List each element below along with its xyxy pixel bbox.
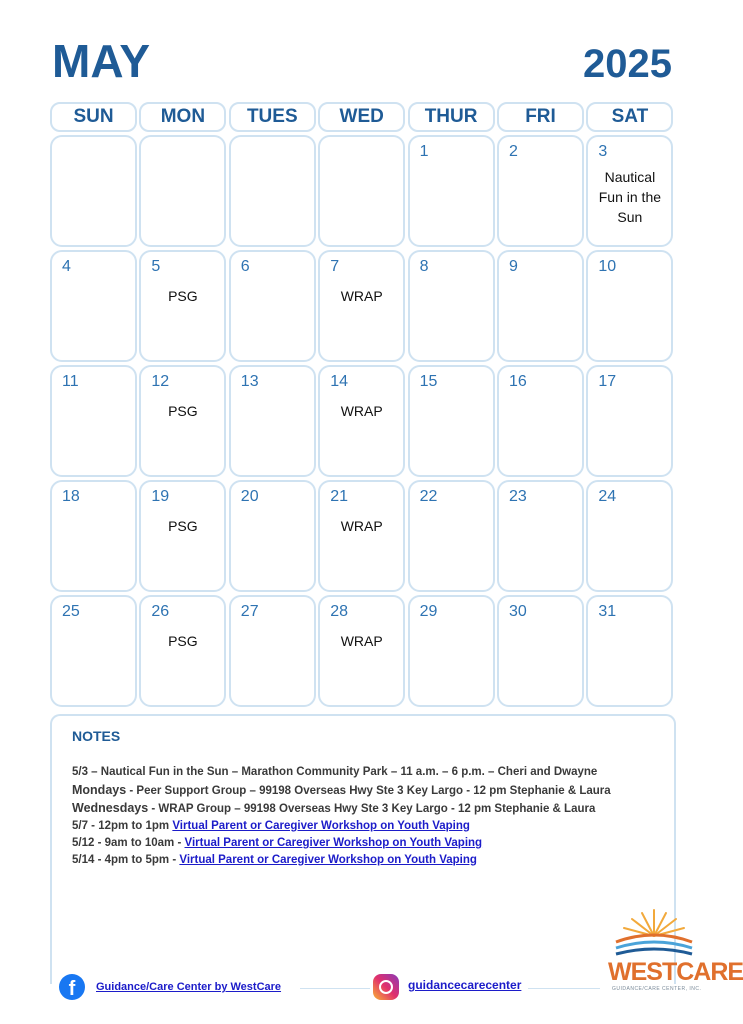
day-number: 11 xyxy=(62,373,79,390)
weekday-header: THUR xyxy=(408,102,495,132)
instagram-link[interactable]: guidancecarecenter xyxy=(408,978,522,992)
year-title: 2025 xyxy=(583,42,672,86)
weekday-header: SUN xyxy=(50,102,137,132)
day-number: 24 xyxy=(598,488,617,505)
day-cell[interactable] xyxy=(50,250,137,362)
day-cell[interactable] xyxy=(139,595,226,707)
day-number: 16 xyxy=(509,373,527,390)
day-number: 17 xyxy=(598,373,617,390)
day-number: 21 xyxy=(330,488,348,505)
note-line xyxy=(72,837,482,849)
note-line xyxy=(72,854,477,866)
facebook-link[interactable]: Guidance/Care Center by WestCare xyxy=(96,981,282,993)
day-number: 18 xyxy=(62,488,80,505)
day-number: 2 xyxy=(509,143,518,160)
day-event: WRAP xyxy=(340,288,383,304)
day-cell[interactable] xyxy=(139,365,226,477)
day-cell[interactable] xyxy=(408,480,495,592)
note-line xyxy=(72,783,611,797)
day-cell[interactable] xyxy=(408,595,495,707)
note-text: - WRAP Group – 99198 Overseas Hwy Ste 3 Key Largo - 12 pm Stephanie & Laura xyxy=(148,803,596,815)
westcare-logo-text: WESTCARE xyxy=(608,958,743,986)
day-cell[interactable] xyxy=(408,135,495,247)
day-number: 9 xyxy=(509,258,518,275)
day-cell[interactable] xyxy=(50,595,137,707)
day-number: 25 xyxy=(62,603,80,620)
weekday-header: WED xyxy=(318,102,405,132)
day-cell[interactable] xyxy=(586,135,673,247)
day-number: 28 xyxy=(330,603,348,620)
note-text: 5/7 - 12pm to 1pm xyxy=(72,820,173,832)
westcare-logo-subtitle: GUIDANCE/CARE CENTER, INC. xyxy=(612,986,702,992)
workshop-link[interactable]: Virtual Parent or Caregiver Workshop on Youth Vaping xyxy=(179,854,477,866)
note-text: - Peer Support Group – 99198 Overseas Hwy Ste 3 Key Largo - 12 pm Stephanie & Laura xyxy=(126,785,611,797)
day-cell[interactable] xyxy=(497,480,584,592)
note-text: 5/12 - 9am to 10am - xyxy=(72,837,185,849)
day-number: 5 xyxy=(151,258,161,275)
day-number: 15 xyxy=(419,373,438,390)
day-cell[interactable] xyxy=(229,250,316,362)
notes-title: NOTES xyxy=(72,728,121,744)
weekday-header: TUES xyxy=(229,102,316,132)
day-number: 19 xyxy=(151,488,170,505)
day-cell[interactable] xyxy=(318,595,405,707)
day-cell[interactable] xyxy=(497,595,584,707)
day-cell[interactable] xyxy=(586,480,673,592)
note-text: Wednesdays xyxy=(72,801,149,815)
note-text: 5/14 - 4pm to 5pm - xyxy=(72,854,180,866)
footer-divider xyxy=(528,988,600,989)
day-cell[interactable] xyxy=(50,365,137,477)
day-cell[interactable] xyxy=(229,480,316,592)
day-cell[interactable] xyxy=(408,250,495,362)
day-cell[interactable] xyxy=(586,595,673,707)
day-cell[interactable] xyxy=(139,250,226,362)
instagram-icon[interactable] xyxy=(373,974,399,1000)
day-event: WRAP xyxy=(340,403,383,419)
workshop-link[interactable]: Virtual Parent or Caregiver Workshop on Youth Vaping xyxy=(172,820,470,832)
day-cell[interactable] xyxy=(50,480,137,592)
day-event: Nautical Fun in the Sun xyxy=(598,169,662,225)
day-number: 29 xyxy=(419,603,438,620)
day-number: 8 xyxy=(419,258,429,275)
facebook-icon[interactable]: f xyxy=(59,974,85,1000)
weekday-header: MON xyxy=(139,102,226,132)
day-event: PSG xyxy=(168,288,198,304)
note-text: Mondays xyxy=(72,783,127,797)
day-event: PSG xyxy=(168,518,198,534)
day-cell[interactable] xyxy=(229,135,316,247)
day-cell[interactable] xyxy=(408,365,495,477)
day-number: 30 xyxy=(509,603,527,620)
day-number: 1 xyxy=(419,143,429,160)
notes-panel xyxy=(50,714,676,984)
day-event: PSG xyxy=(168,403,198,419)
day-cell[interactable] xyxy=(318,250,405,362)
weekday-header: FRI xyxy=(497,102,584,132)
day-cell[interactable] xyxy=(586,250,673,362)
day-cell[interactable] xyxy=(318,480,405,592)
day-cell[interactable] xyxy=(139,135,226,247)
day-cell[interactable] xyxy=(318,365,405,477)
day-cell[interactable] xyxy=(586,365,673,477)
day-number: 7 xyxy=(330,258,340,275)
day-number: 26 xyxy=(151,603,170,620)
day-event: WRAP xyxy=(340,518,383,534)
day-number: 12 xyxy=(151,373,170,390)
day-number: 10 xyxy=(598,258,617,275)
day-cell[interactable] xyxy=(497,250,584,362)
day-number: 4 xyxy=(62,258,71,275)
day-event: WRAP xyxy=(340,633,383,649)
day-cell[interactable] xyxy=(318,135,405,247)
day-number: 13 xyxy=(240,373,259,390)
weekday-header: SAT xyxy=(586,102,673,132)
footer-divider xyxy=(300,988,370,989)
day-number: 31 xyxy=(598,603,617,620)
day-number: 23 xyxy=(509,488,527,505)
day-number: 6 xyxy=(240,258,250,275)
note-text: 5/3 – Nautical Fun in the Sun – Marathon Community Park – 11 a.m. – 6 p.m. – Cheri and Dwayne xyxy=(72,766,598,778)
day-cell[interactable] xyxy=(229,595,316,707)
day-number: 20 xyxy=(240,488,259,505)
month-title: MAY xyxy=(52,35,150,87)
day-event: PSG xyxy=(168,633,198,649)
day-cell[interactable] xyxy=(139,480,226,592)
note-line xyxy=(72,766,597,778)
note-line xyxy=(72,820,470,832)
day-cell[interactable] xyxy=(50,135,137,247)
day-cell[interactable] xyxy=(497,135,584,247)
day-cell[interactable] xyxy=(229,365,316,477)
day-number: 22 xyxy=(419,488,438,505)
day-cell[interactable] xyxy=(497,365,584,477)
day-number: 3 xyxy=(598,143,608,160)
day-number: 14 xyxy=(330,373,348,390)
note-line xyxy=(72,801,595,815)
workshop-link[interactable]: Virtual Parent or Caregiver Workshop on Youth Vaping xyxy=(184,837,483,849)
day-number: 27 xyxy=(240,603,259,620)
